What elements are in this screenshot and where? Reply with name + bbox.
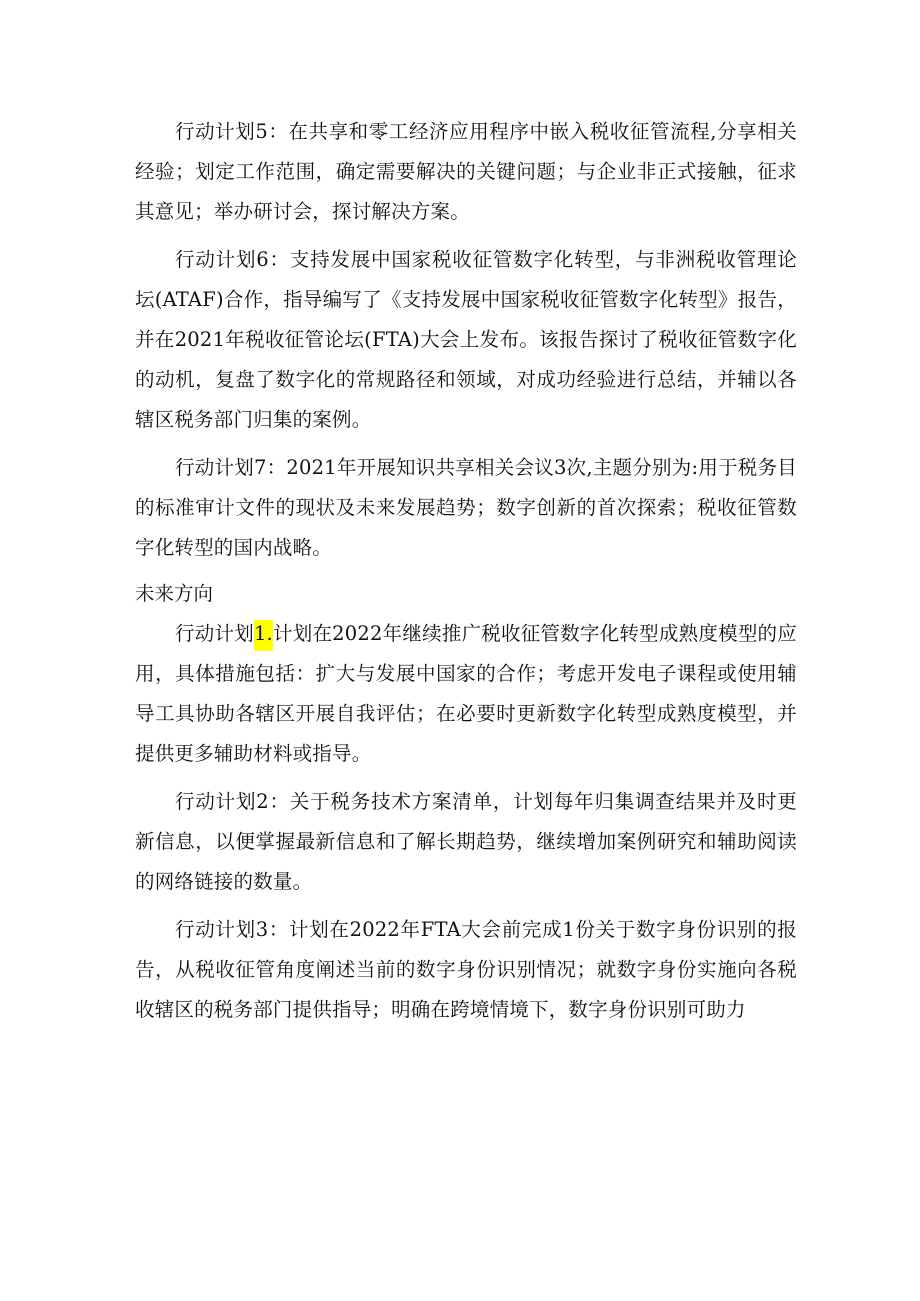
section-heading-future: 未来方向 xyxy=(135,582,214,605)
paragraph-future-plan-1 xyxy=(135,614,797,774)
paragraph-future-plan-3: 行动计划3：计划在2022年FTA大会前完成1份关于数字身份识别的报告，从税收征管角度阐述当前的数字身份识别情况；就数字身份实施向各税收辖区的税务部门提供指导；明确在跨境情境下，数字身份识别可助力 xyxy=(135,918,797,1021)
paragraph-action-plan-6: 行动计划6：支持发展中国家税收征管数字化转型，与非洲税收管理论坛(ATAF)合作，指导编写了《支持发展中国家税收征管数字化转型》报告，并在2021年税收征管论坛(FTA)大会上发布。该报告探讨了税收征管数字化的动机，复盘了数字化的常规路径和领域，对成功经验进行总结，并辅以各辖区税务部门归集的案例。 xyxy=(135,248,797,431)
plan-prefix: 行动计划 xyxy=(175,622,254,645)
highlighted-number: 1. xyxy=(254,620,273,651)
document-page xyxy=(135,112,797,1030)
paragraph-action-plan-7: 行动计划7：2021年开展知识共享相关会议3次,主题分别为:用于税务目的标准审计文件的现状及未来发展趋势；数字创新的首次探索；税收征管数字化转型的国内战略。 xyxy=(135,456,797,559)
plan-body: 计划在2022年继续推广税收征管数字化转型成熟度模型的应用，具体措施包括：扩大与发展中国家的合作；考虑开发电子课程或使用辅导工具协助各辖区开展自我评估；在必要时更新数字化转型成熟度模型，并提供更多辅助材料或指导。 xyxy=(135,622,797,765)
paragraph-action-plan-5: 行动计划5：在共享和零工经济应用程序中嵌入税收征管流程,分享相关经验；划定工作范围，确定需要解决的关键问题；与企业非正式接触，征求其意见；举办研讨会，探讨解决方案。 xyxy=(135,120,797,223)
paragraph-future-plan-2: 行动计划2：关于税务技术方案清单，计划每年归集调查结果并及时更新信息，以便掌握最新信息和了解长期趋势，继续增加案例研究和辅助阅读的网络链接的数量。 xyxy=(135,790,797,893)
